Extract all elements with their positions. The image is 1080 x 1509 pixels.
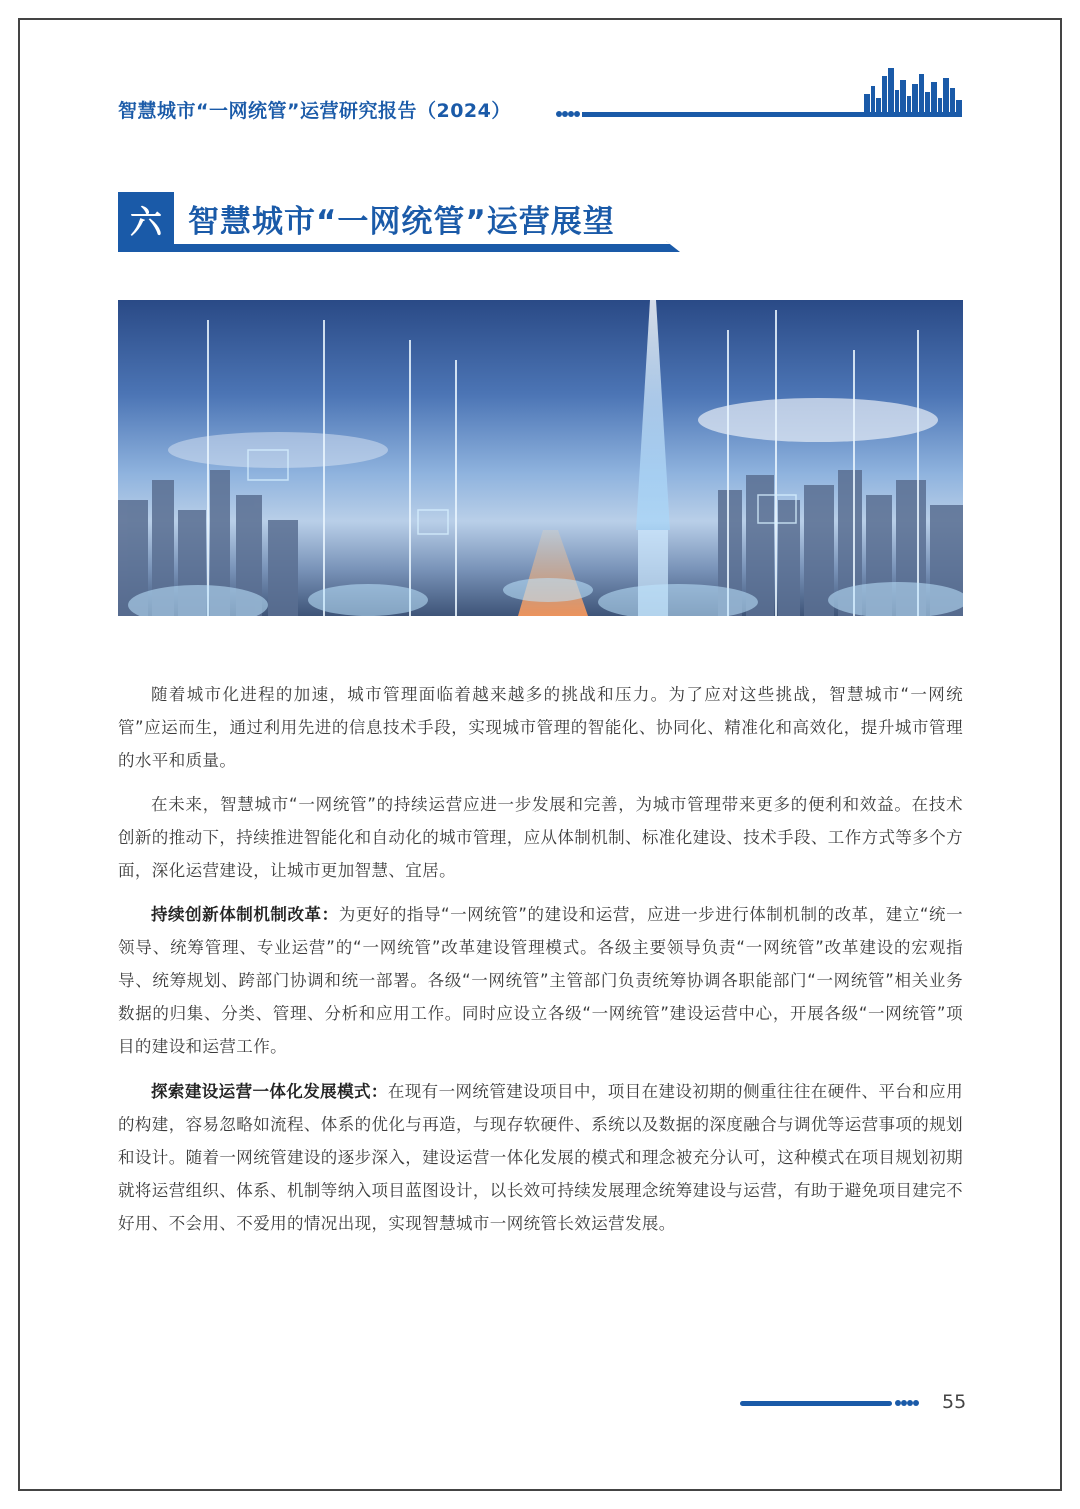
report-title: 智慧城市“一网统管”运营研究报告（2024） <box>118 100 511 122</box>
smart-city-skyline-image <box>118 300 963 616</box>
paragraph-future: 在未来，智慧城市“一网统管”的持续运营应进一步发展和完善，为城市管理带来更多的便利和效益。在技术创新的推动下，持续推进智能化和自动化的城市管理，应从体制机制、标准化建设、技术手段、工作方式等多个方面，深化运营建设，让城市更加智慧、宜居。 <box>118 795 963 880</box>
section-title: 智慧城市“一网统管”运营展望 <box>188 204 615 240</box>
paragraph-lead: 探索建设运营一体化发展模式： <box>151 1082 388 1101</box>
smart-city-hero-image <box>118 300 963 616</box>
paragraph-integrated-model <box>118 1075 963 1240</box>
section-underline <box>118 238 680 252</box>
footer-rule <box>740 1401 892 1406</box>
page-number: 55 <box>942 1391 967 1413</box>
section-number-badge: 六 <box>118 192 174 248</box>
paragraph-body: 在现有一网统管建设项目中，项目在建设初期的侧重往往在硬件、平台和应用的构建，容易忽略如流程、体系的优化与再造，与现存软硬件、系统以及数据的深度融合与调优等运营事项的规划和设计。随着一网统管建设的逐步深入，建设运营一体化发展的模式和理念被充分认可，这种模式在项目规划初期就将运营组织、体系、机制等纳入项目蓝图设计，以长效可持续发展理念统筹建设与运营，有助于避免项目建完不好用、不会用、不爱用的情况出现，实现智慧城市一网统管长效运营发展。 <box>118 1082 963 1233</box>
skyline-icon <box>860 68 964 114</box>
paragraph-body: 为更好的指导“一网统管”的建设和运营，应进一步进行体制机制的改革，建立“统一领导、统筹管理、专业运营”的“一网统管”改革建设管理模式。各级主要领导负责“一网统管”改革建设的宏观指导、统筹规划、跨部门协调和统一部署。各级“一网统管”主管部门负责统筹协调各职能部门“一网统管”相关业务数据的归集、分类、管理、分析和应用工作。同时应设立各级“一网统管”建设运营中心，开展各级“一网统管”项目的建设和运营工作。 <box>118 905 963 1056</box>
paragraph-mechanism-reform <box>118 898 963 1063</box>
paragraph-intro: 随着城市化进程的加速，城市管理面临着越来越多的挑战和压力。为了应对这些挑战，智慧城市“一网统管”应运而生，通过利用先进的信息技术手段，实现城市管理的智能化、协同化、精准化和高效化，提升城市管理的水平和质量。 <box>118 685 963 770</box>
paragraph-lead: 持续创新体制机制改革： <box>151 905 339 924</box>
